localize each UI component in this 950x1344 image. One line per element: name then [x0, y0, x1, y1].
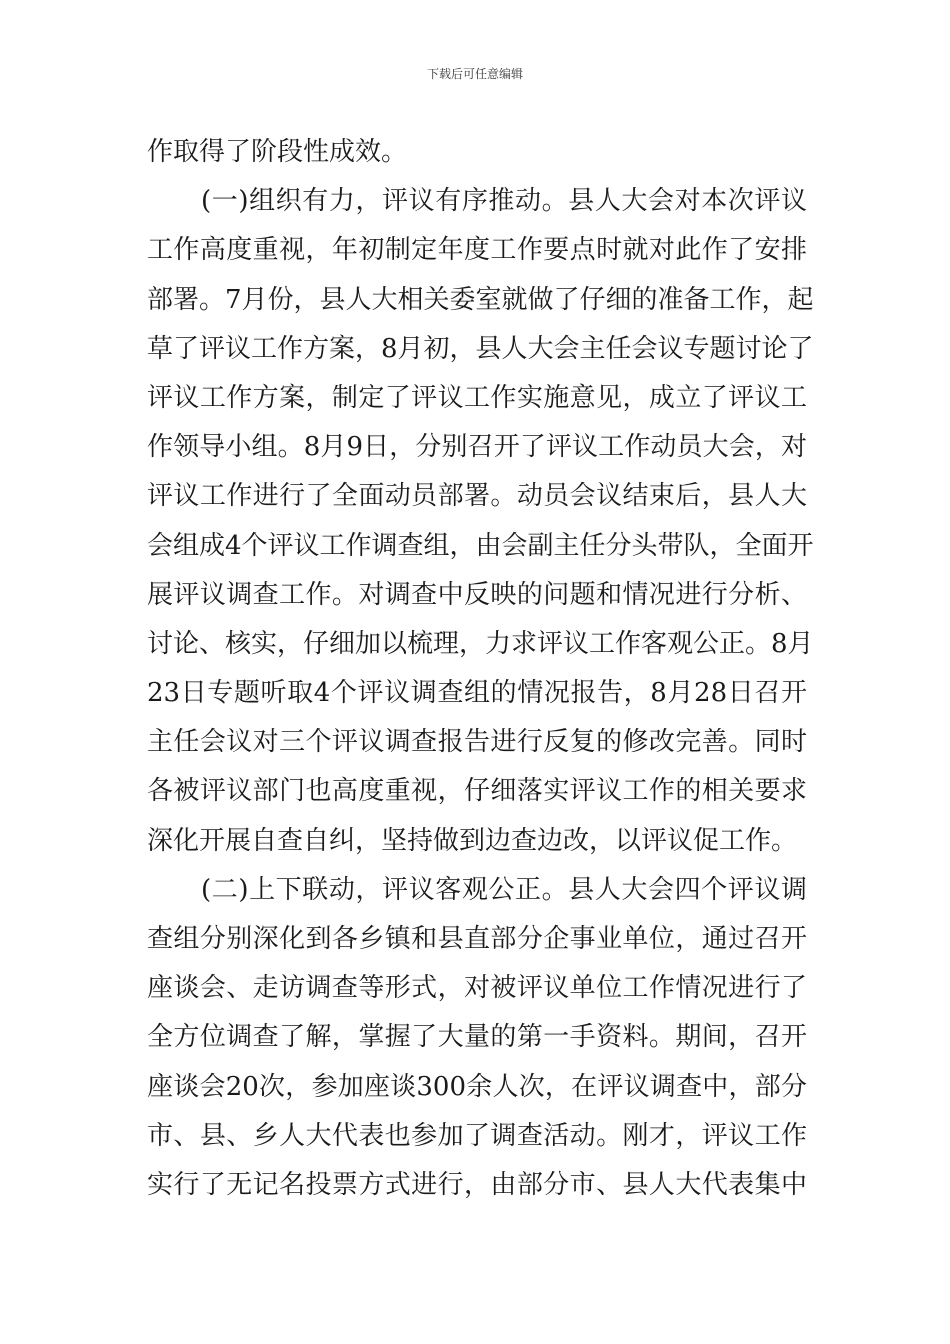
- text-line: 查组分别深化到各乡镇和县直部分企事业单位，通过召开: [147, 924, 807, 954]
- paragraph-heading-line: (二)上下联动，评议客观公正。县人大会四个评议调: [201, 874, 807, 905]
- text-line: 市、县、乡人大代表也参加了调查活动。刚才，评议工作: [147, 1120, 807, 1151]
- paragraph-heading-line: (一)组织有力，评议有序推动。县人大会对本次评议: [201, 186, 807, 217]
- text-line: 会组成4个评议工作调查组，由会副主任分头带队，全面开: [147, 530, 814, 561]
- text-line: 部署。7月份，县人大相关委室就做了仔细的准备工作，起: [147, 284, 814, 315]
- text-line: 实行了无记名投票方式进行，由部分市、县人大代表集中: [147, 1169, 807, 1200]
- text-line: 作取得了阶段性成效。: [147, 137, 408, 167]
- text-line: 座谈会、走访调查等形式，对被评议单位工作情况进行了: [147, 973, 807, 1004]
- text-line: 评议工作进行了全面动员部署。动员会议结束后，县人大: [147, 481, 807, 512]
- text-line: 评议工作方案，制定了评议工作实施意见，成立了评议工: [147, 382, 807, 413]
- text-line: 座谈会20次，参加座谈300余人次，在评议调查中，部分: [147, 1071, 807, 1102]
- text-line: 作领导小组。8月9日，分别召开了评议工作动员大会，对: [147, 432, 807, 463]
- text-line: 全方位调查了解，掌握了大量的第一手资料。期间，召开: [147, 1022, 807, 1053]
- document-body: [147, 128, 814, 1210]
- text-line: 各被评议部门也高度重视，仔细落实评议工作的相关要求: [147, 776, 807, 807]
- text-line: 深化开展自查自纠，坚持做到边查边改，以评议促工作。: [147, 825, 798, 856]
- text-line: 工作高度重视，年初制定年度工作要点时就对此作了安排: [147, 235, 807, 266]
- page-header: 下载后可任意编辑: [426, 67, 523, 81]
- text-line: 讨论、核实，仔细加以梳理，力求评议工作客观公正。8月: [147, 628, 814, 659]
- text-line: 23日专题听取4个评议调查组的情况报告，8月28日召开: [147, 678, 807, 709]
- text-line: 展评议调查工作。对调查中反映的问题和情况进行分析、: [147, 579, 807, 610]
- text-line: 草了评议工作方案，8月初，县人大会主任会议专题讨论了: [147, 333, 814, 364]
- text-line: 主任会议对三个评议调查报告进行反复的修改完善。同时: [147, 727, 807, 758]
